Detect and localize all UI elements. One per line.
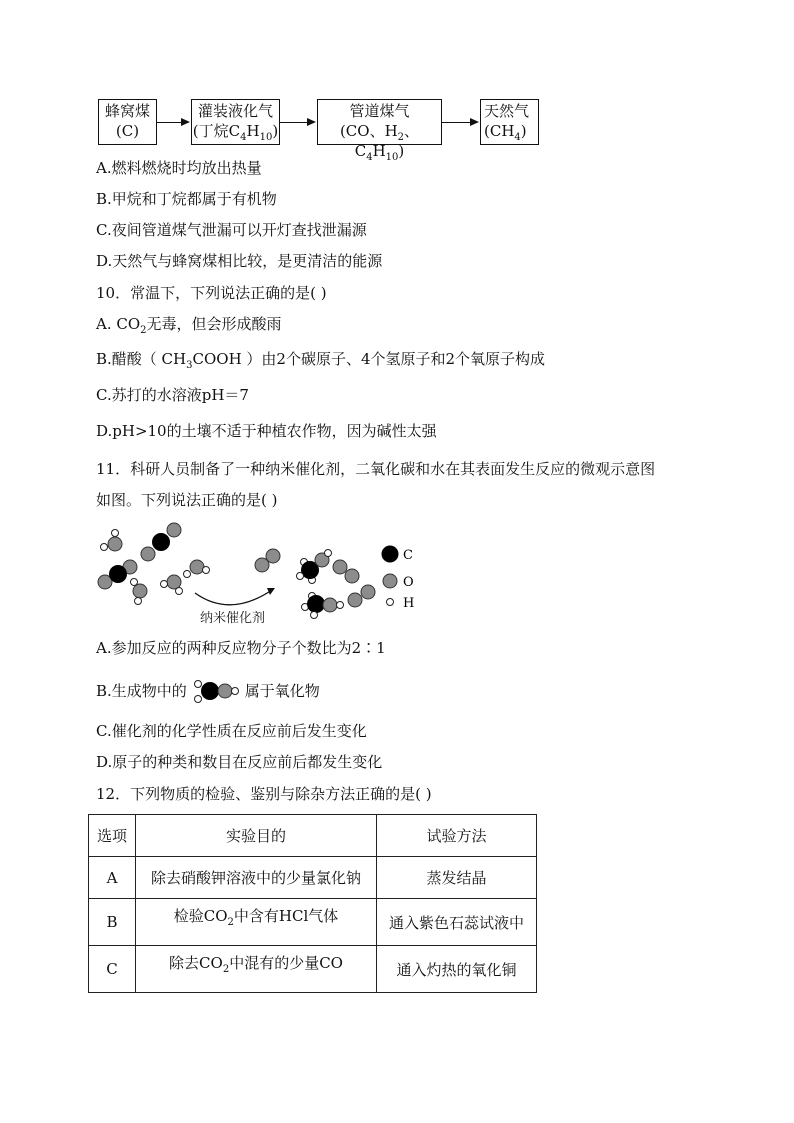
- table-header-cell: 试验方法: [377, 815, 537, 857]
- flow-box-natural-gas: [480, 99, 539, 145]
- flow-box-formula: [484, 121, 538, 141]
- flow-box-honeycomb-coal: [98, 99, 157, 145]
- catalyst-label: 纳米催化剂: [200, 611, 266, 626]
- methanol-molecule-icon: [191, 679, 241, 703]
- q10-option-a: [96, 314, 282, 334]
- table-cell-purpose: [136, 857, 377, 899]
- legend-hydrogen-icon: [387, 599, 394, 606]
- table-header-cell: 选项: [89, 815, 136, 857]
- water-molecule: [184, 560, 210, 578]
- water-molecule: [101, 530, 123, 552]
- water-molecule: [161, 575, 183, 595]
- formula-part: ): [520, 122, 527, 140]
- text-part: 中混有的少量CO: [229, 954, 343, 972]
- text-part: 中含有HCl气体: [233, 907, 339, 925]
- text-part: A. CO: [96, 315, 141, 333]
- flow-arrow: [280, 122, 314, 123]
- table-cell-option: A: [89, 857, 136, 899]
- flow-box-label: 管道煤气: [349, 102, 410, 120]
- flow-box-label: 天然气: [484, 102, 530, 120]
- text-part: 除去CO: [169, 954, 223, 972]
- formula-subscript: 2: [227, 917, 234, 928]
- q11-option-b: [96, 679, 320, 703]
- formula-part: H: [372, 142, 386, 160]
- table-row: [89, 899, 537, 946]
- water-molecule: [131, 579, 148, 605]
- flow-box-formula: [192, 121, 279, 141]
- table-header-cell: 实验目的: [136, 815, 377, 857]
- table-cell-purpose: [136, 899, 377, 946]
- flow-arrow: [442, 122, 477, 123]
- table-cell-option: C: [89, 946, 136, 993]
- reaction-micro-diagram: [90, 518, 430, 630]
- q11-option-d: D.原子的种类和数目在反应前后都发生变化: [96, 753, 383, 771]
- table-header-row: [89, 815, 537, 857]
- formula-part: ): [272, 122, 279, 140]
- methanol-molecule: [302, 593, 344, 619]
- text-part: COOH ）由2个碳原子、4个氢原子和2个氧原子构成: [192, 350, 546, 368]
- q11-stem-line1: 11．科研人员制备了一种纳米催化剂，二氧化碳和水在其表面发生反应的微观示意图: [96, 460, 656, 478]
- reaction-arrow: [195, 590, 272, 605]
- formula-part: 、C: [354, 122, 420, 160]
- legend-hydrogen-label: H: [403, 596, 415, 611]
- legend-carbon-icon: [382, 546, 398, 562]
- formula-part: ): [398, 142, 405, 160]
- table-cell-purpose: [136, 946, 377, 993]
- flow-box-lpg: [191, 99, 280, 145]
- formula-subscript: 3: [186, 360, 193, 371]
- table-row: [89, 946, 537, 993]
- formula-subscript: 4: [240, 132, 247, 143]
- table-row: [89, 857, 537, 899]
- legend-oxygen-label: O: [403, 575, 414, 590]
- o2-molecule: [348, 585, 375, 607]
- legend-carbon-label: C: [403, 548, 413, 563]
- q9-option-d: D.天然气与蜂窝煤相比较，是更清洁的能源: [96, 252, 383, 270]
- formula-subscript: 10: [385, 152, 399, 163]
- flow-box-formula: (C): [115, 122, 140, 140]
- formula-part: (CO、H: [339, 122, 398, 140]
- q11-option-a: A.参加反应的两种反应物分子个数比为2∶1: [96, 639, 386, 657]
- experiment-table: [88, 814, 537, 993]
- text-part: 除去硝酸钾溶液中的少量氯化钠: [150, 869, 361, 887]
- formula-part: (CH: [484, 122, 515, 140]
- q10-option-c: C.苏打的水溶液pH＝7: [96, 386, 249, 404]
- q11-stem-line2: 如图。下列说法正确的是( ): [96, 491, 278, 509]
- methanol-molecule: [297, 550, 332, 584]
- q10-option-d: D.pH>10的土壤不适于种植农作物，因为碱性太强: [96, 422, 437, 440]
- text-part: B.生成物中的: [96, 682, 187, 700]
- q11-option-c: C.催化剂的化学性质在反应前后发生变化: [96, 722, 367, 740]
- q10-stem: 10．常温下，下列说法正确的是( ): [96, 284, 327, 302]
- formula-part: (丁烷C: [192, 122, 241, 140]
- table-cell-method: 通入紫色石蕊试液中: [377, 899, 537, 946]
- text-part: 检验CO: [173, 907, 228, 925]
- formula-subscript: 2: [222, 964, 230, 975]
- flow-box-pipeline-gas: [317, 99, 442, 163]
- flow-box-label: 蜂窝煤: [104, 102, 150, 120]
- formula-subscript: 2: [140, 325, 147, 336]
- q12-stem: 12．下列物质的检验、鉴别与除杂方法正确的是( ): [96, 785, 432, 803]
- table-cell-option: B: [89, 899, 136, 946]
- q9-option-b: B.甲烷和丁烷都属于有机物: [96, 190, 277, 208]
- table-cell-method: 通入灼热的氧化铜: [377, 946, 537, 993]
- q9-option-a: A.燃料燃烧时均放出热量: [96, 159, 262, 177]
- text-part: B.醋酸（ CH: [96, 350, 187, 368]
- q9-option-c: C.夜间管道煤气泄漏可以开灯查找泄漏源: [96, 221, 367, 239]
- formula-subscript: 2: [397, 132, 405, 143]
- flow-box-label: 灌装液化气: [197, 102, 273, 120]
- legend-oxygen-icon: [383, 574, 397, 588]
- q10-option-b: [96, 349, 545, 369]
- co2-molecule: [141, 523, 181, 561]
- o2-molecule: [255, 549, 280, 572]
- o2-molecule: [333, 560, 359, 583]
- formula-subscript: 10: [259, 132, 273, 143]
- text-part: 无毒，但会形成酸雨: [146, 315, 282, 333]
- table-cell-method: 蒸发结晶: [377, 857, 537, 899]
- formula-subscript: 4: [366, 152, 373, 163]
- flow-arrow: [157, 122, 188, 123]
- text-part: 属于氧化物: [244, 682, 320, 700]
- flow-box-formula: [318, 121, 441, 161]
- formula-part: H: [246, 122, 260, 140]
- formula-subscript: 4: [514, 132, 521, 143]
